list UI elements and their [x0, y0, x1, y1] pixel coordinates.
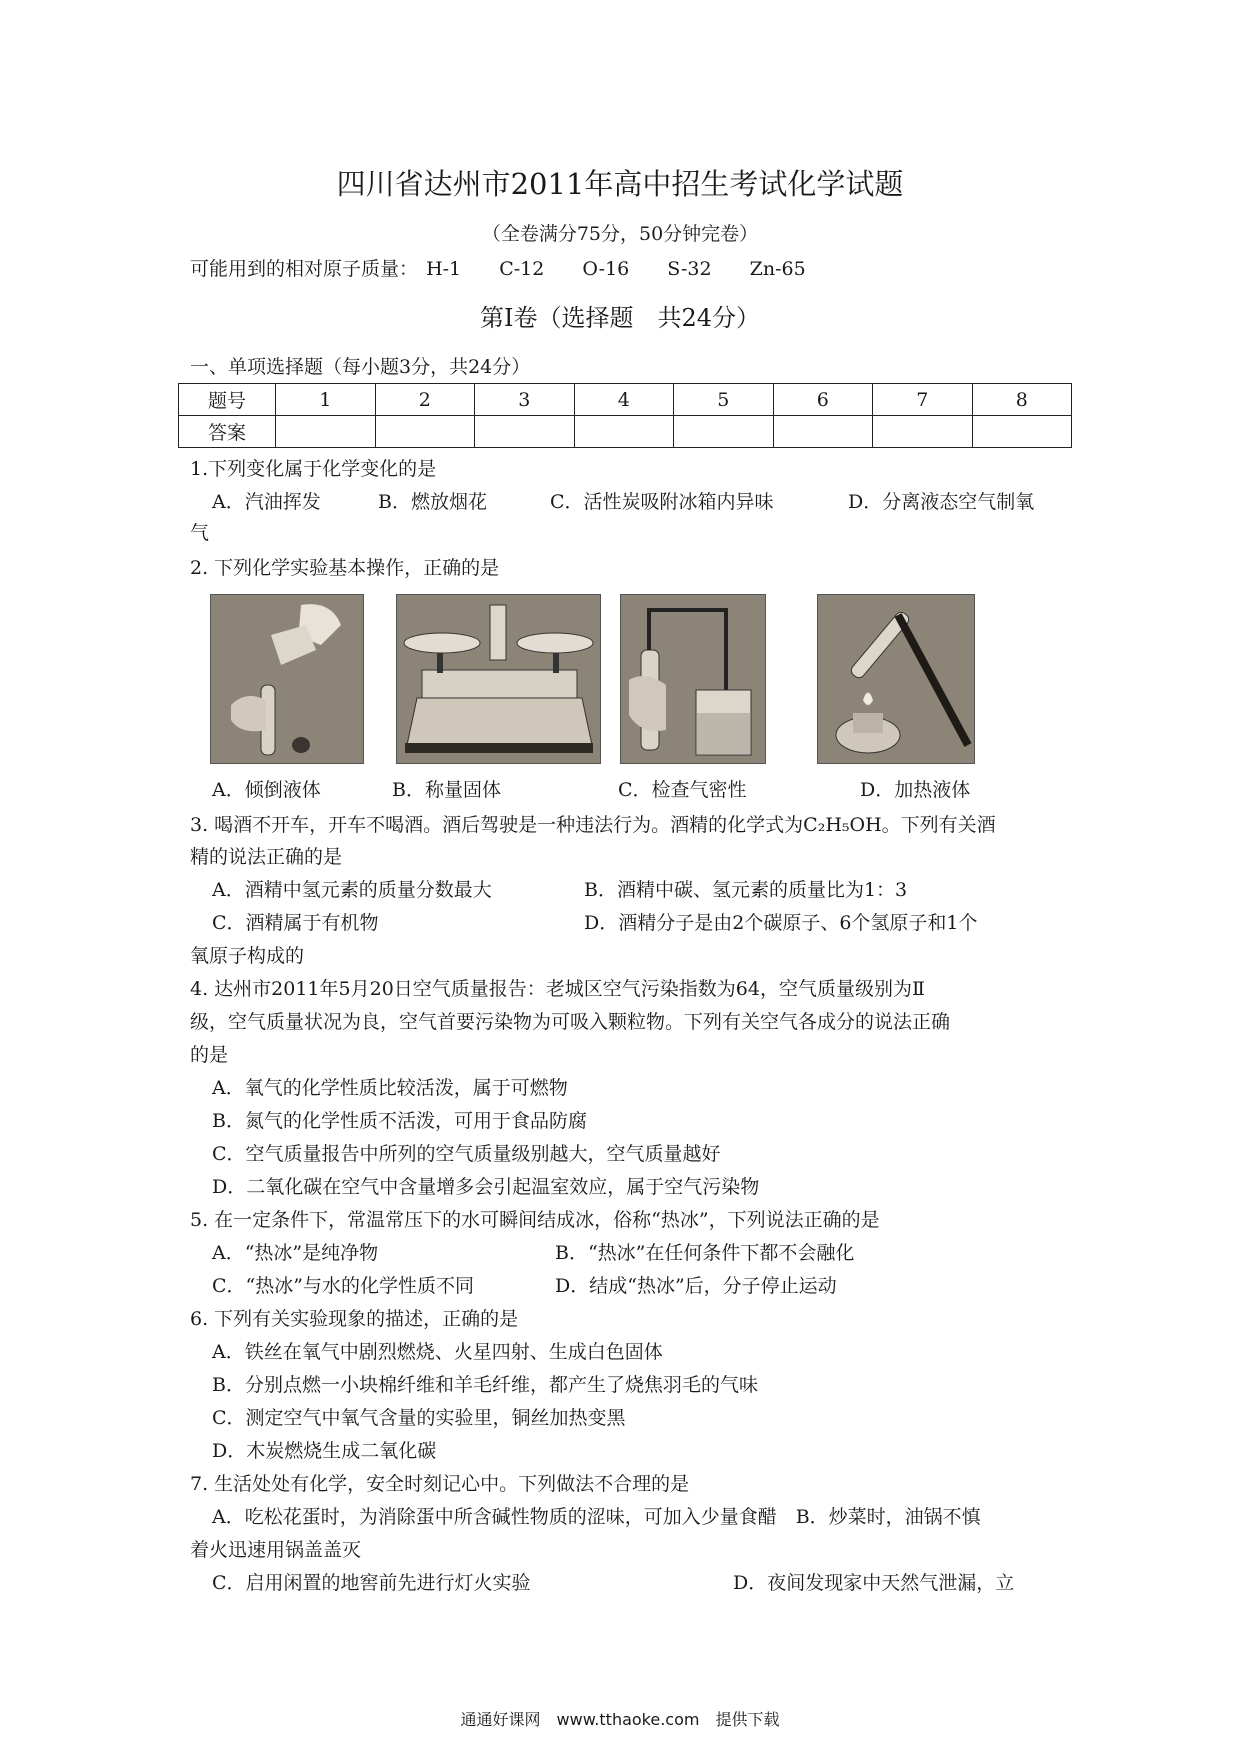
answer-cell[interactable]	[873, 416, 973, 448]
answer-cell[interactable]	[773, 416, 873, 448]
question-4-option-d: D．二氧化碳在空气中含量增多会引起温室效应，属于空气污染物	[212, 1176, 760, 1198]
question-5-option-c: C．“热冰”与水的化学性质不同	[212, 1275, 474, 1297]
answer-cell[interactable]	[674, 416, 774, 448]
table-row-label: 答案	[179, 416, 276, 448]
question-4-stem-line3: 的是	[190, 1044, 229, 1066]
question-6-stem: 6. 下列有关实验现象的描述，正确的是	[190, 1308, 519, 1330]
answer-table	[178, 383, 1072, 448]
atomic-mass-item: H-1	[426, 258, 462, 280]
question-2-caption-b: B．称量固体	[392, 779, 501, 801]
atomic-masses-label: 可能用到的相对原子质量：	[190, 258, 419, 280]
question-6-option-b: B．分别点燃一小块棉纤维和羊毛纤维，都产生了烧焦羽毛的气味	[212, 1374, 758, 1396]
question-1-stem: 1.下列变化属于化学变化的是	[190, 458, 437, 480]
question-7-option-c: C．启用闲置的地窖前先进行灯火实验	[212, 1572, 531, 1594]
atomic-mass-item: S-32	[667, 258, 712, 280]
question-number-cell: 1	[276, 384, 376, 416]
question-number-cell: 4	[574, 384, 674, 416]
question-3-stem-line2: 精的说法正确的是	[190, 846, 343, 868]
question-number-cell: 7	[873, 384, 973, 416]
airtightness-check-image	[620, 594, 766, 764]
question-2-caption-c: C．检查气密性	[618, 779, 747, 801]
question-6-option-d: D．木炭燃烧生成二氧化碳	[212, 1440, 437, 1462]
question-1-option-b: B．燃放烟花	[378, 491, 487, 513]
answer-cell[interactable]	[475, 416, 575, 448]
exam-subtitle: （全卷满分75分，50分钟完卷）	[481, 223, 759, 245]
answer-cell[interactable]	[276, 416, 376, 448]
question-number-cell: 3	[475, 384, 575, 416]
atomic-mass-item: C-12	[499, 258, 545, 280]
atomic-mass-item: Zn-65	[749, 258, 806, 280]
question-1-option-d: D．分离液态空气制氧	[848, 491, 1035, 513]
answer-cell[interactable]	[972, 416, 1072, 448]
question-number-cell: 8	[972, 384, 1072, 416]
table-row	[179, 416, 1072, 448]
question-5-option-b: B．“热冰”在任何条件下都不会融化	[555, 1242, 855, 1264]
question-number-cell: 6	[773, 384, 873, 416]
question-number-cell: 5	[674, 384, 774, 416]
question-7-option-d: D．夜间发现家中天然气泄漏，立	[733, 1572, 1015, 1594]
question-1-option-a: A．汽油挥发	[212, 491, 321, 513]
question-1-wrap: 气	[190, 522, 210, 544]
balance-scale-image	[396, 594, 601, 764]
question-3-option-d: D．酒精分子是由2个碳原子、6个氢原子和1个	[584, 912, 978, 934]
question-3-option-c: C．酒精属于有机物	[212, 912, 379, 934]
section-heading: 第Ⅰ卷（选择题 共24分）	[479, 304, 761, 332]
question-5-option-d: D．结成“热冰”后，分子停止运动	[555, 1275, 837, 1297]
heat-liquid-image	[817, 594, 975, 764]
table-row	[179, 384, 1072, 416]
question-4-stem-line1: 4. 达州市2011年5月20日空气质量报告：老城区空气污染指数为64，空气质量级别为Ⅱ	[190, 978, 925, 1000]
question-2-caption-a: A．倾倒液体	[212, 779, 321, 801]
question-3-option-b: B．酒精中碳、氢元素的质量比为1：3	[584, 879, 908, 901]
pour-liquid-image	[210, 594, 364, 764]
question-7-wrap: 着火迅速用锅盖盖灭	[190, 1539, 362, 1561]
question-4-option-a: A．氧气的化学性质比较活泼，属于可燃物	[212, 1077, 568, 1099]
answer-cell[interactable]	[375, 416, 475, 448]
table-row-label: 题号	[179, 384, 276, 416]
question-2-stem: 2. 下列化学实验基本操作，正确的是	[190, 557, 500, 579]
answer-cell[interactable]	[574, 416, 674, 448]
question-4-option-b: B．氮气的化学性质不活泼，可用于食品防腐	[212, 1110, 587, 1132]
atomic-mass-item: O-16	[582, 258, 630, 280]
question-6-option-a: A．铁丝在氧气中剧烈燃烧、火星四射、生成白色固体	[212, 1341, 663, 1363]
question-4-stem-line2: 级，空气质量状况为良，空气首要污染物为可吸入颗粒物。下列有关空气各成分的说法正确	[190, 1011, 951, 1033]
question-1-option-c: C．活性炭吸附冰箱内异味	[550, 491, 774, 513]
question-7-option-ab: A．吃松花蛋时，为消除蛋中所含碱性物质的涩味，可加入少量食醋 B．炒菜时，油锅不慎	[212, 1506, 981, 1528]
question-5-option-a: A．“热冰”是纯净物	[212, 1242, 379, 1264]
question-number-cell: 2	[375, 384, 475, 416]
question-5-stem: 5. 在一定条件下，常温常压下的水可瞬间结成冰，俗称“热冰”，下列说法正确的是	[190, 1209, 880, 1231]
question-2-caption-d: D．加热液体	[860, 779, 971, 801]
atomic-masses	[190, 254, 838, 281]
question-3-stem-line1: 3. 喝酒不开车，开车不喝酒。酒后驾驶是一种违法行为。酒精的化学式为C₂H₅OH。下列有关酒	[190, 814, 996, 836]
section-instruction: 一、单项选择题（每小题3分，共24分）	[190, 356, 531, 378]
page-footer: 通通好课网 www.tthaoke.com 提供下载	[460, 1710, 780, 1729]
question-3-option-a: A．酒精中氢元素的质量分数最大	[212, 879, 492, 901]
question-7-stem: 7. 生活处处有化学，安全时刻记心中。下列做法不合理的是	[190, 1473, 690, 1495]
question-6-option-c: C．测定空气中氧气含量的实验里，铜丝加热变黑	[212, 1407, 626, 1429]
question-4-option-c: C．空气质量报告中所列的空气质量级别越大，空气质量越好	[212, 1143, 721, 1165]
exam-title: 四川省达州市2011年高中招生考试化学试题	[336, 167, 904, 201]
question-3-wrap: 氧原子构成的	[190, 945, 305, 967]
